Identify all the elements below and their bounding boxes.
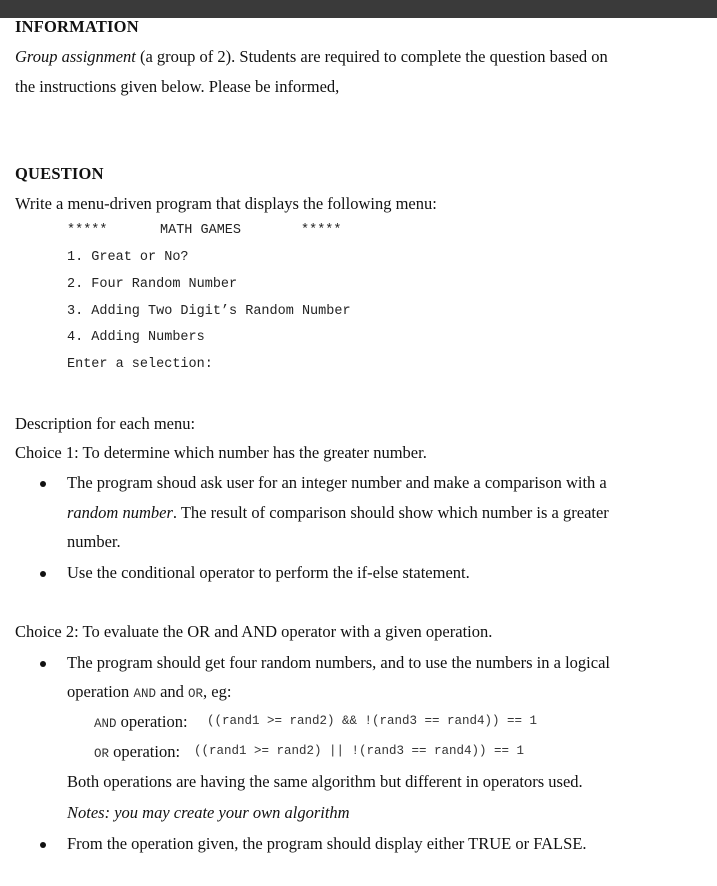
description-heading: Description for each menu: xyxy=(15,414,196,433)
info-line-1-text: (a group of 2). Students are required to complete the question based on xyxy=(135,47,608,66)
menu-title: MATH GAMES xyxy=(160,223,242,238)
menu-stars-right: ***** xyxy=(301,223,342,238)
choice2-title: Choice 2: To evaluate the OR and AND operator with a given operation. xyxy=(15,622,493,641)
choice1-title: Choice 1: To determine which number has the greater number. xyxy=(15,443,427,462)
question-heading: QUESTION xyxy=(15,164,104,183)
bullet-icon xyxy=(40,842,46,848)
menu-item: 3. Adding Two Digit’s Random Number xyxy=(67,304,351,319)
menu-item: 4. Adding Numbers xyxy=(67,330,205,345)
group-assignment-label: Group assignment xyxy=(15,47,136,66)
and-operation-label xyxy=(94,712,188,732)
or-expression: ((rand1 >= rand2) || !(rand3 == rand4)) == 1 xyxy=(194,744,525,758)
or-keyword: OR xyxy=(188,687,204,701)
choice1-bullet2: Use the conditional operator to perform the if-else statement. xyxy=(67,563,470,582)
info-line-2: the instructions given below. Please be informed, xyxy=(15,77,340,96)
bullet-icon xyxy=(40,571,46,577)
and-expression: ((rand1 >= rand2) && !(rand3 == rand4)) == 1 xyxy=(207,714,538,728)
choice1-bullet1-line3: number. xyxy=(67,532,121,551)
or-operation-label xyxy=(94,742,180,762)
notes-text: Notes: you may create your own algorithm xyxy=(67,803,350,822)
choice2-bullet1-line1: The program should get four random numbers, and to use the numbers in a logical xyxy=(67,653,610,672)
top-bar xyxy=(0,0,717,18)
choice1-bullet1-line2 xyxy=(67,503,609,523)
choice2-bullet2: From the operation given, the program should display either TRUE or FALSE. xyxy=(67,834,587,853)
and-label-keyword: AND xyxy=(94,717,117,731)
question-intro: Write a menu-driven program that displays the following menu: xyxy=(15,194,437,213)
info-heading: INFORMATION xyxy=(15,17,139,36)
menu-item: 1. Great or No? xyxy=(67,250,189,265)
choice1-bullet1-line2-text: . The result of comparison should show which number is a greater xyxy=(172,503,609,522)
same-algorithm-note: Both operations are having the same algorithm but different in operators used. xyxy=(67,772,583,791)
choice2-bullet1-line2 xyxy=(67,682,231,702)
info-line-1 xyxy=(15,47,608,67)
operation-text: operation xyxy=(67,682,134,701)
and-text: and xyxy=(155,682,189,701)
bullet-icon xyxy=(40,661,46,667)
random-number-term: random number xyxy=(67,503,173,522)
menu-prompt: Enter a selection: xyxy=(67,357,213,372)
and-label-text: operation: xyxy=(116,712,188,731)
bullet-icon xyxy=(40,481,46,487)
eg-text: , eg: xyxy=(203,682,232,701)
or-label-text: operation: xyxy=(109,742,181,761)
choice1-bullet1-line1: The program shoud ask user for an integer number and make a comparison with a xyxy=(67,473,607,492)
menu-stars-left: ***** xyxy=(67,223,108,238)
or-label-keyword: OR xyxy=(94,747,110,761)
and-keyword: AND xyxy=(133,687,156,701)
menu-item: 2. Four Random Number xyxy=(67,277,238,292)
